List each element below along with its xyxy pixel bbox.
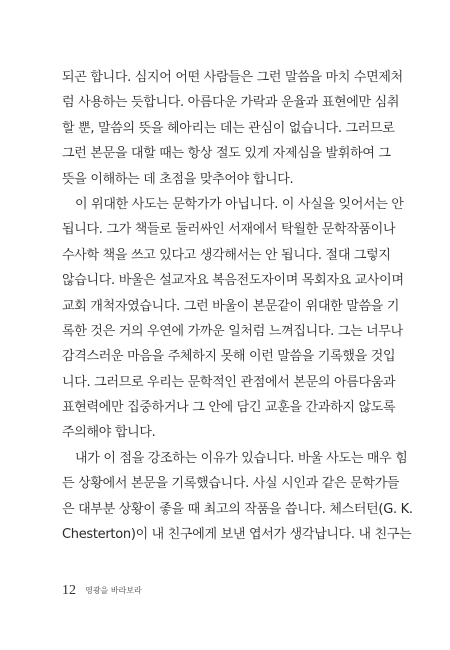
text-line: 뜻을 이해하는 데 초점을 맞추어야 합니다. bbox=[62, 171, 294, 187]
text-line: 감격스러운 마음을 주체하지 못해 이런 말씀을 기록했을 것입 bbox=[62, 349, 396, 365]
text-line: 수사학 책을 쓰고 있다고 생각해서는 안 됩니다. 절대 그렇지 bbox=[62, 247, 391, 263]
text-line: 표현력에만 집중하거나 그 안에 담긴 교훈을 간과하지 않도록 bbox=[62, 400, 396, 416]
text-line: 럼 사용하는 듯합니다. 아름다운 가락과 운율과 표현에만 심취 bbox=[62, 95, 400, 111]
text-line: 니다. 그러므로 우리는 문학적인 관점에서 본문의 아름다움과 bbox=[62, 374, 396, 390]
text-line: 할 뿐, 말씀의 뜻을 헤아리는 데는 관심이 없습니다. 그러므로 bbox=[62, 120, 395, 136]
text-line: 이 위대한 사도는 문학가가 아닙니다. 이 사실을 잊어서는 안 bbox=[75, 196, 404, 212]
text-line: 은 대부분 상황이 좋을 때 최고의 작품을 씁니다. 체스터턴(G. K. bbox=[62, 501, 413, 517]
text-line: 됩니다. 그가 책들로 둘러싸인 서재에서 탁월한 문학작품이나 bbox=[62, 222, 396, 238]
text-line: 그런 본문을 대할 때는 항상 절도 있게 자제심을 발휘하여 그 bbox=[62, 146, 391, 162]
text-line: 않습니다. 바울은 설교자요 복음전도자이며 목회자요 교사이며 bbox=[62, 273, 404, 289]
text-line: 내가 이 점을 강조하는 이유가 있습니다. 바울 사도는 매우 힘 bbox=[75, 450, 408, 466]
text-line: Chesterton)이 내 친구에게 보낸 엽서가 생각납니다. 내 친구는 bbox=[62, 527, 412, 543]
page-number: 12 bbox=[62, 583, 76, 598]
page-footer bbox=[62, 581, 142, 597]
text-line: 주의해야 합니다. bbox=[62, 425, 156, 441]
text-line: 교회 개척자였습니다. 그런 바울이 본문같이 위대한 말씀을 기 bbox=[62, 298, 400, 314]
text-line: 되곤 합니다. 심지어 어떤 사람들은 그런 말씀을 마치 수면제처 bbox=[62, 70, 403, 85]
running-title: 영광을 바라보라 bbox=[85, 586, 142, 595]
text-line: 록한 것은 거의 우연에 가까운 일처럼 느껴집니다. 그는 너무나 bbox=[62, 323, 403, 339]
body-text bbox=[62, 65, 413, 547]
text-line: 든 상황에서 본문을 기록했습니다. 사실 시인과 같은 문학가들 bbox=[62, 476, 400, 492]
